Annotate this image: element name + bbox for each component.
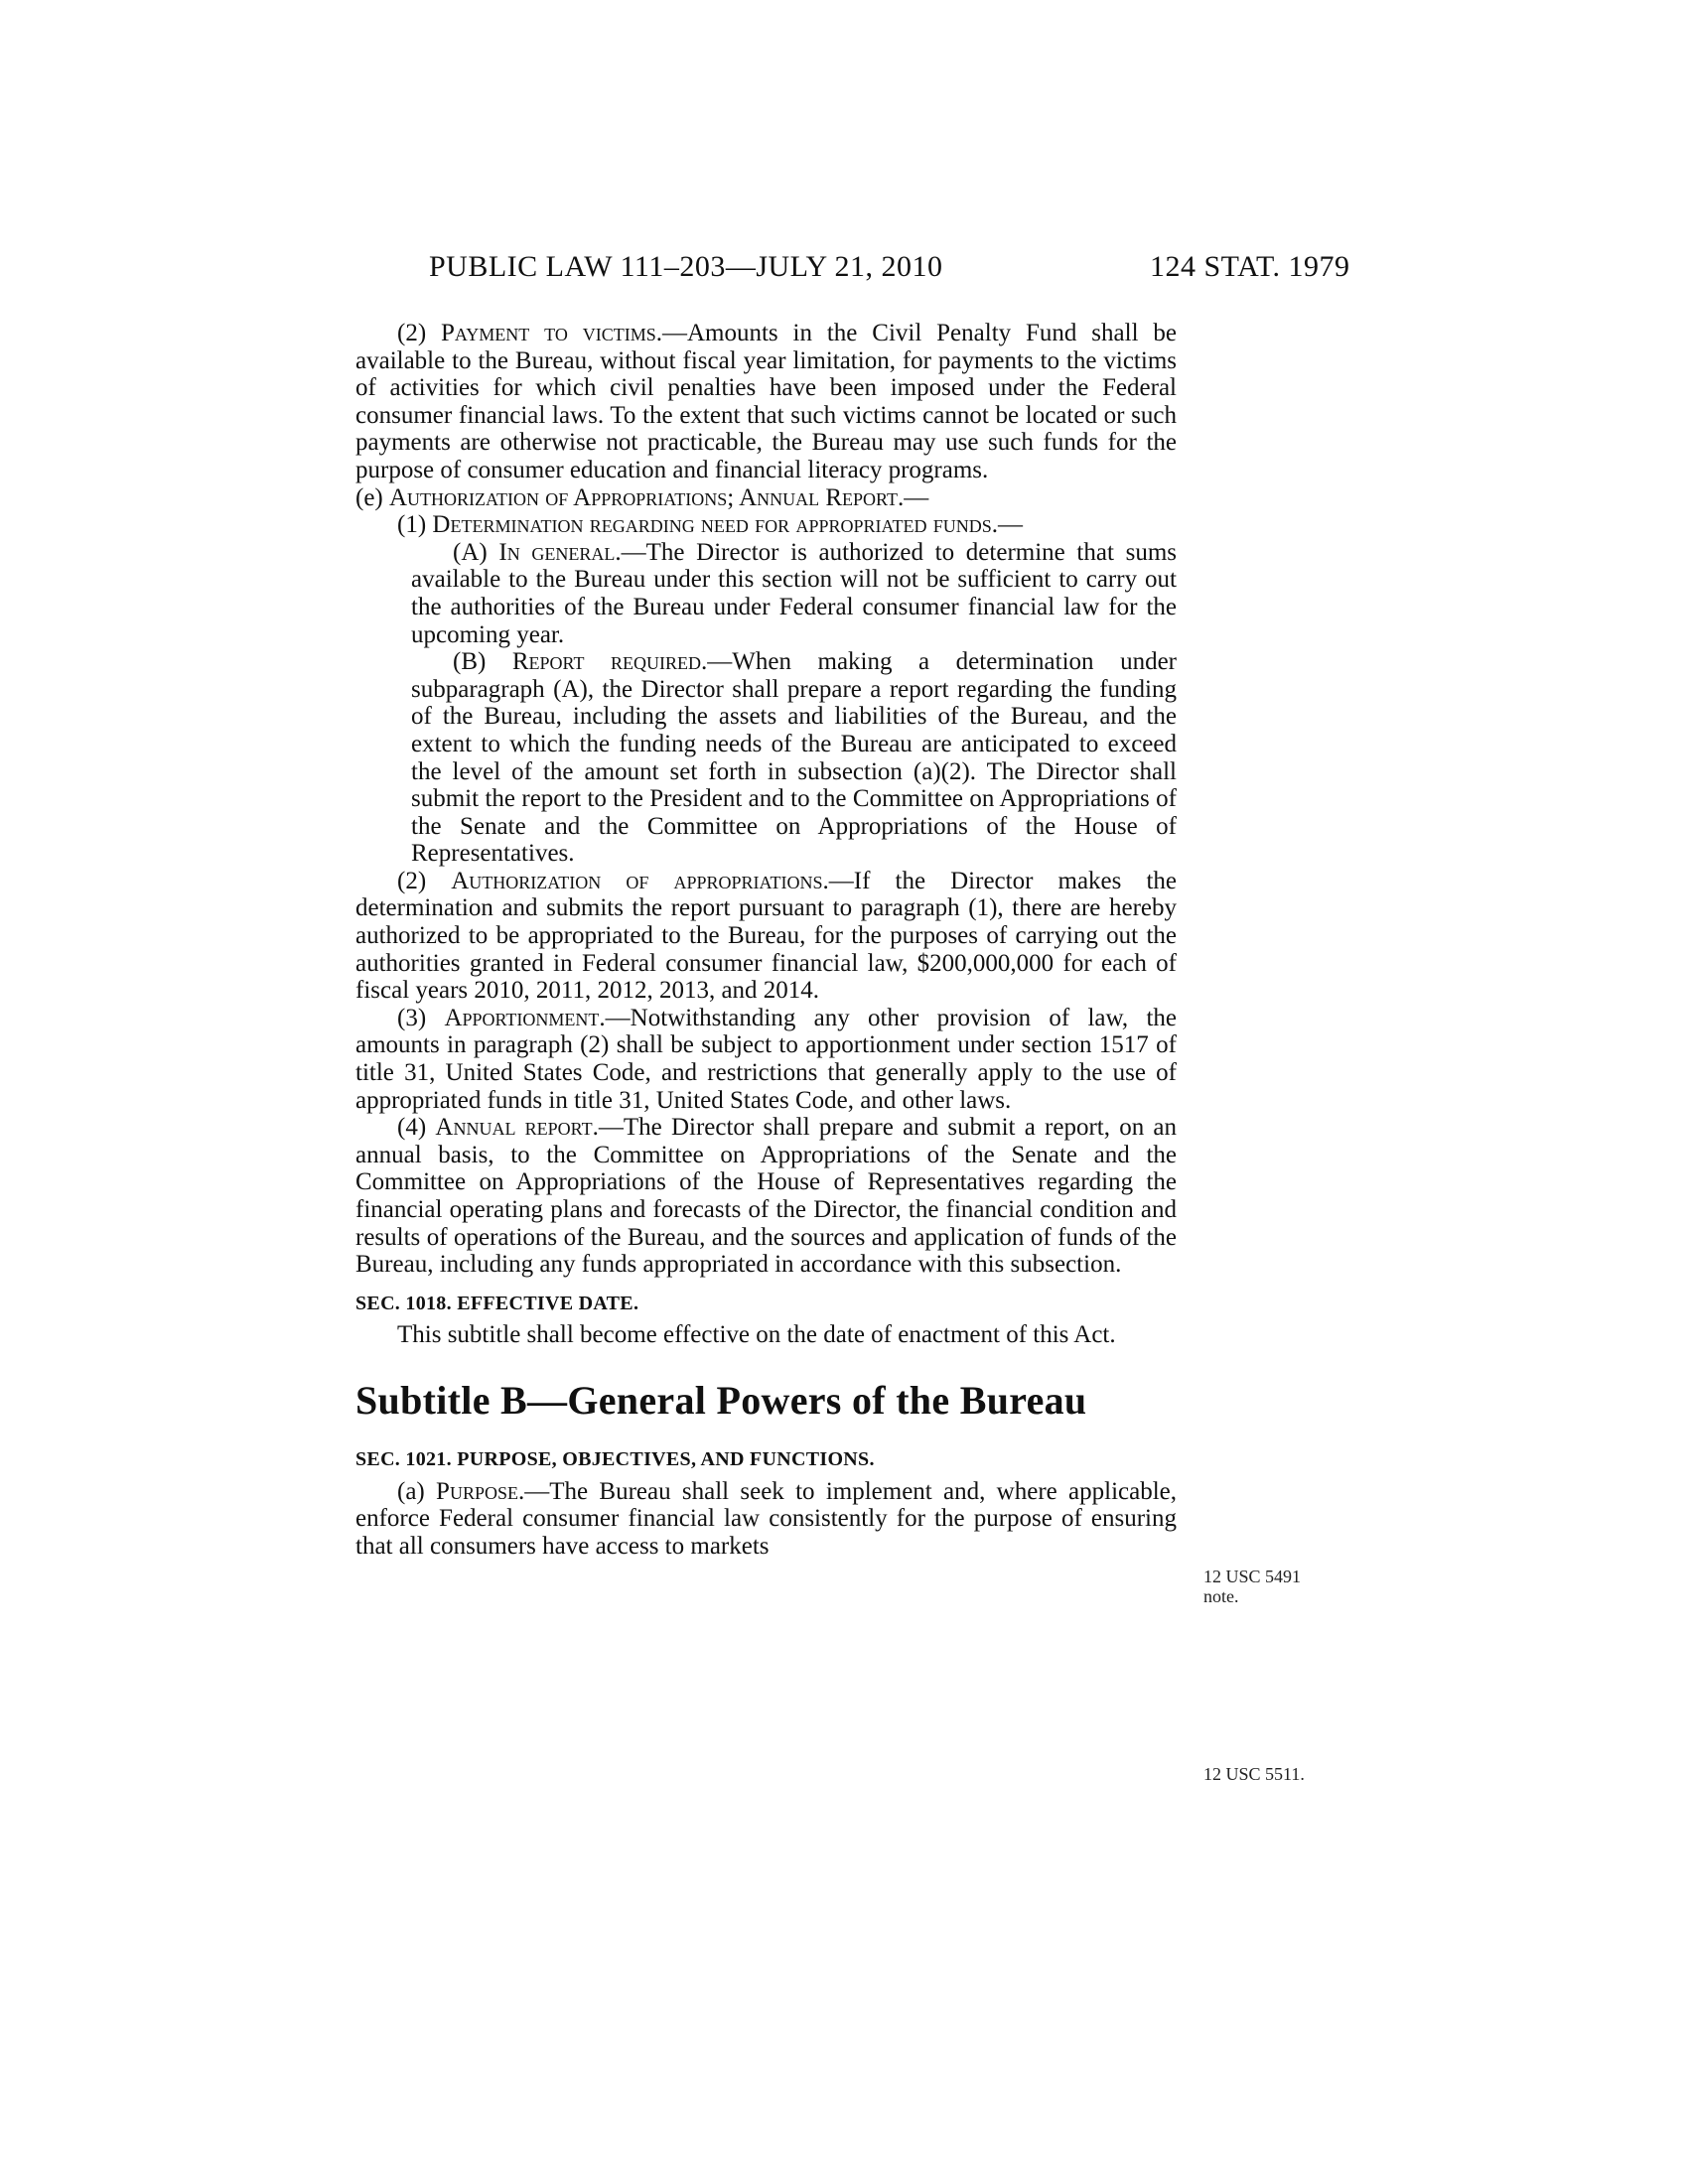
paragraph-A-in-general: (A) In general.—The Director is authorized to determine that sums available to the Bureau under this section will not be sufficient to carry out the authorities of the Bureau under Federal consumer financial law for the upcoming year.: [411, 538, 1178, 648]
subtitle-b-heading: Subtitle B—General Powers of the Bureau: [355, 1377, 1087, 1423]
margin-note-12-usc-5511: 12 USC 5511.: [1203, 1764, 1305, 1784]
section-1018-heading: SEC. 1018. EFFECTIVE DATE.: [355, 1292, 639, 1314]
paragraph-1-determination: (1) Determination regarding need for appropriated funds.—: [397, 511, 1023, 539]
statute-page-number: 124 STAT. 1979: [1150, 250, 1350, 283]
running-head-title: PUBLIC LAW 111–203—JULY 21, 2010: [429, 250, 943, 283]
paragraph-4-annual-report: (4) Annual report.—The Director shall prepare and submit a report, on an annual basis, to the Committee on Appropriations of the Senate and the Committee on Appropriations of the House of Representatives regarding the financial operating plans and forecasts of the Director, the financial condition and results of operations of the Bureau, and the sources and application of funds of the Bureau, including any funds appropriated in accordance with this subsection.: [355, 1114, 1178, 1279]
paragraph-2-authorization: (2) Authorization of appropriations.—If the Director makes the determination and submits the report pursuant to paragraph (1), there are hereby authorized to be appropriated to the Bureau, for the purposes of carrying out the authorities granted in Federal consumer financial law, $200,000,000 for each of fiscal years 2010, 2011, 2012, 2013, and 2014.: [355, 867, 1178, 1005]
margin-note-12-usc-5491: 12 USC 5491 note.: [1203, 1567, 1302, 1606]
document-body: [355, 320, 1177, 1560]
section-1021-heading: SEC. 1021. PURPOSE, OBJECTIVES, AND FUNCTIONS.: [355, 1447, 875, 1470]
paragraph-3-apportionment: (3) Apportionment.—Notwithstanding any other provision of law, the amounts in paragraph (2) shall be subject to apportionment under section 1517 of title 31, United States Code, and restrictions that generally apply to the use of appropriated funds in title 31, United States Code, and other laws.: [355, 1004, 1177, 1114]
section-1018-text: This subtitle shall become effective on the date of enactment of this Act.: [397, 1321, 1116, 1349]
paragraph-a-purpose: (a) Purpose.—The Bureau shall seek to implement and, where applicable, enforce Federal consumer financial law consistently for the purpose of ensuring that all consumers have access to markets: [355, 1477, 1177, 1560]
paragraph-e-authorization: (e) Authorization of Appropriations; Annual Report.—: [355, 483, 929, 511]
paragraph-payment-to-victims: (2) Payment to victims.—Amounts in the Civil Penalty Fund shall be available to the Bureau, without fiscal year limitation, for payments to the victims of activities for which civil penalties have been imposed under the Federal consumer financial laws. To the extent that such victims cannot be located or such payments are otherwise not practicable, the Bureau may use such funds for the purpose of consumer education and financial literacy programs.: [355, 320, 1177, 483]
paragraph-B-report-required: (B) Report required.—When making a determination under subparagraph (A), the Director shall prepare a report regarding the funding of the Bureau, including the assets and liabilities of the Bureau, and the extent to which the funding needs of the Bureau are anticipated to exceed the level of the amount set forth in subsection (a)(2). The Director shall submit the report to the President and to the Committee on Appropriations of the Senate and the Committee on Appropriations of the House of Representatives.: [411, 648, 1177, 868]
